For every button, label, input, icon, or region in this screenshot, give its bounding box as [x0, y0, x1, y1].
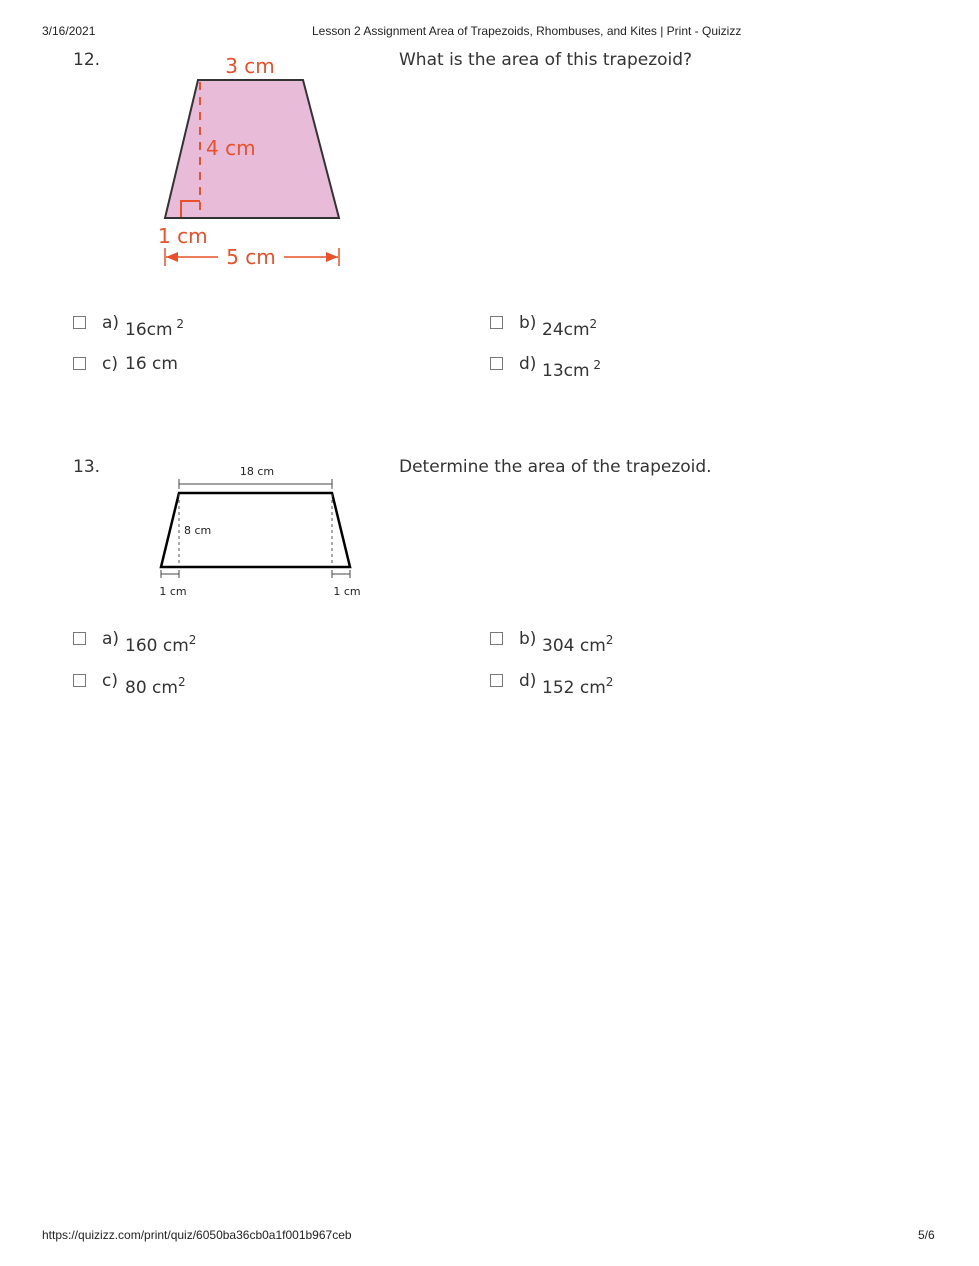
- question-prompt: What is the area of this trapezoid?: [399, 50, 693, 70]
- print-url: https://quizizz.com/print/quiz/6050ba36cb0a1f001b967ceb: [42, 1228, 352, 1242]
- option-letter: a): [102, 313, 120, 333]
- trapezoid-figure-q13: [150, 460, 370, 602]
- option-letter: d): [519, 671, 537, 691]
- offset-label: 1 cm: [158, 224, 208, 248]
- base-label: 5 cm: [226, 245, 276, 269]
- option-letter: b): [519, 629, 537, 649]
- option-letter: a): [102, 629, 120, 649]
- option-letter: d): [519, 354, 537, 374]
- question-number: 12.: [73, 50, 101, 70]
- option-checkbox[interactable]: [490, 674, 503, 687]
- height-label: 8 cm: [184, 524, 212, 537]
- base-arrow-right-head: [326, 252, 338, 262]
- top-label: 18 cm: [239, 465, 275, 478]
- print-page-number: 5/6: [918, 1228, 935, 1242]
- option-letter: b): [519, 313, 537, 333]
- option-checkbox[interactable]: [490, 357, 503, 370]
- question-number: 13.: [73, 457, 101, 477]
- trapezoid-figure-q12: [150, 50, 360, 275]
- option-value: 13cm $^2$: [542, 358, 601, 381]
- question-prompt: Determine the area of the trapezoid.: [399, 457, 712, 477]
- option-letter: c): [102, 671, 118, 691]
- right-offset-label: 1 cm: [333, 585, 361, 598]
- height-label: 4 cm: [206, 136, 256, 160]
- option-value: 16cm $^2$: [125, 317, 184, 340]
- option-letter: c): [102, 354, 118, 374]
- option-checkbox[interactable]: [73, 316, 86, 329]
- option-value: 304 $cm^2$: [542, 633, 614, 656]
- option-value: 152 $cm^2$: [542, 675, 614, 698]
- print-date: 3/16/2021: [42, 24, 96, 38]
- option-checkbox[interactable]: [490, 316, 503, 329]
- left-offset-label: 1 cm: [159, 585, 187, 598]
- option-checkbox[interactable]: [73, 357, 86, 370]
- option-value: $24cm^2$: [542, 317, 598, 340]
- print-page-title: Lesson 2 Assignment Area of Trapezoids, Rhombuses, and Kites | Print - Quizizz: [312, 24, 742, 38]
- option-value: 16 cm: [125, 354, 178, 374]
- option-checkbox[interactable]: [490, 632, 503, 645]
- base-arrow-left-head: [166, 252, 178, 262]
- option-value: 80 $cm^2$: [125, 675, 186, 698]
- option-checkbox[interactable]: [73, 632, 86, 645]
- option-checkbox[interactable]: [73, 674, 86, 687]
- option-value: 160 $cm^2$: [125, 633, 197, 656]
- top-label: 3 cm: [225, 54, 275, 78]
